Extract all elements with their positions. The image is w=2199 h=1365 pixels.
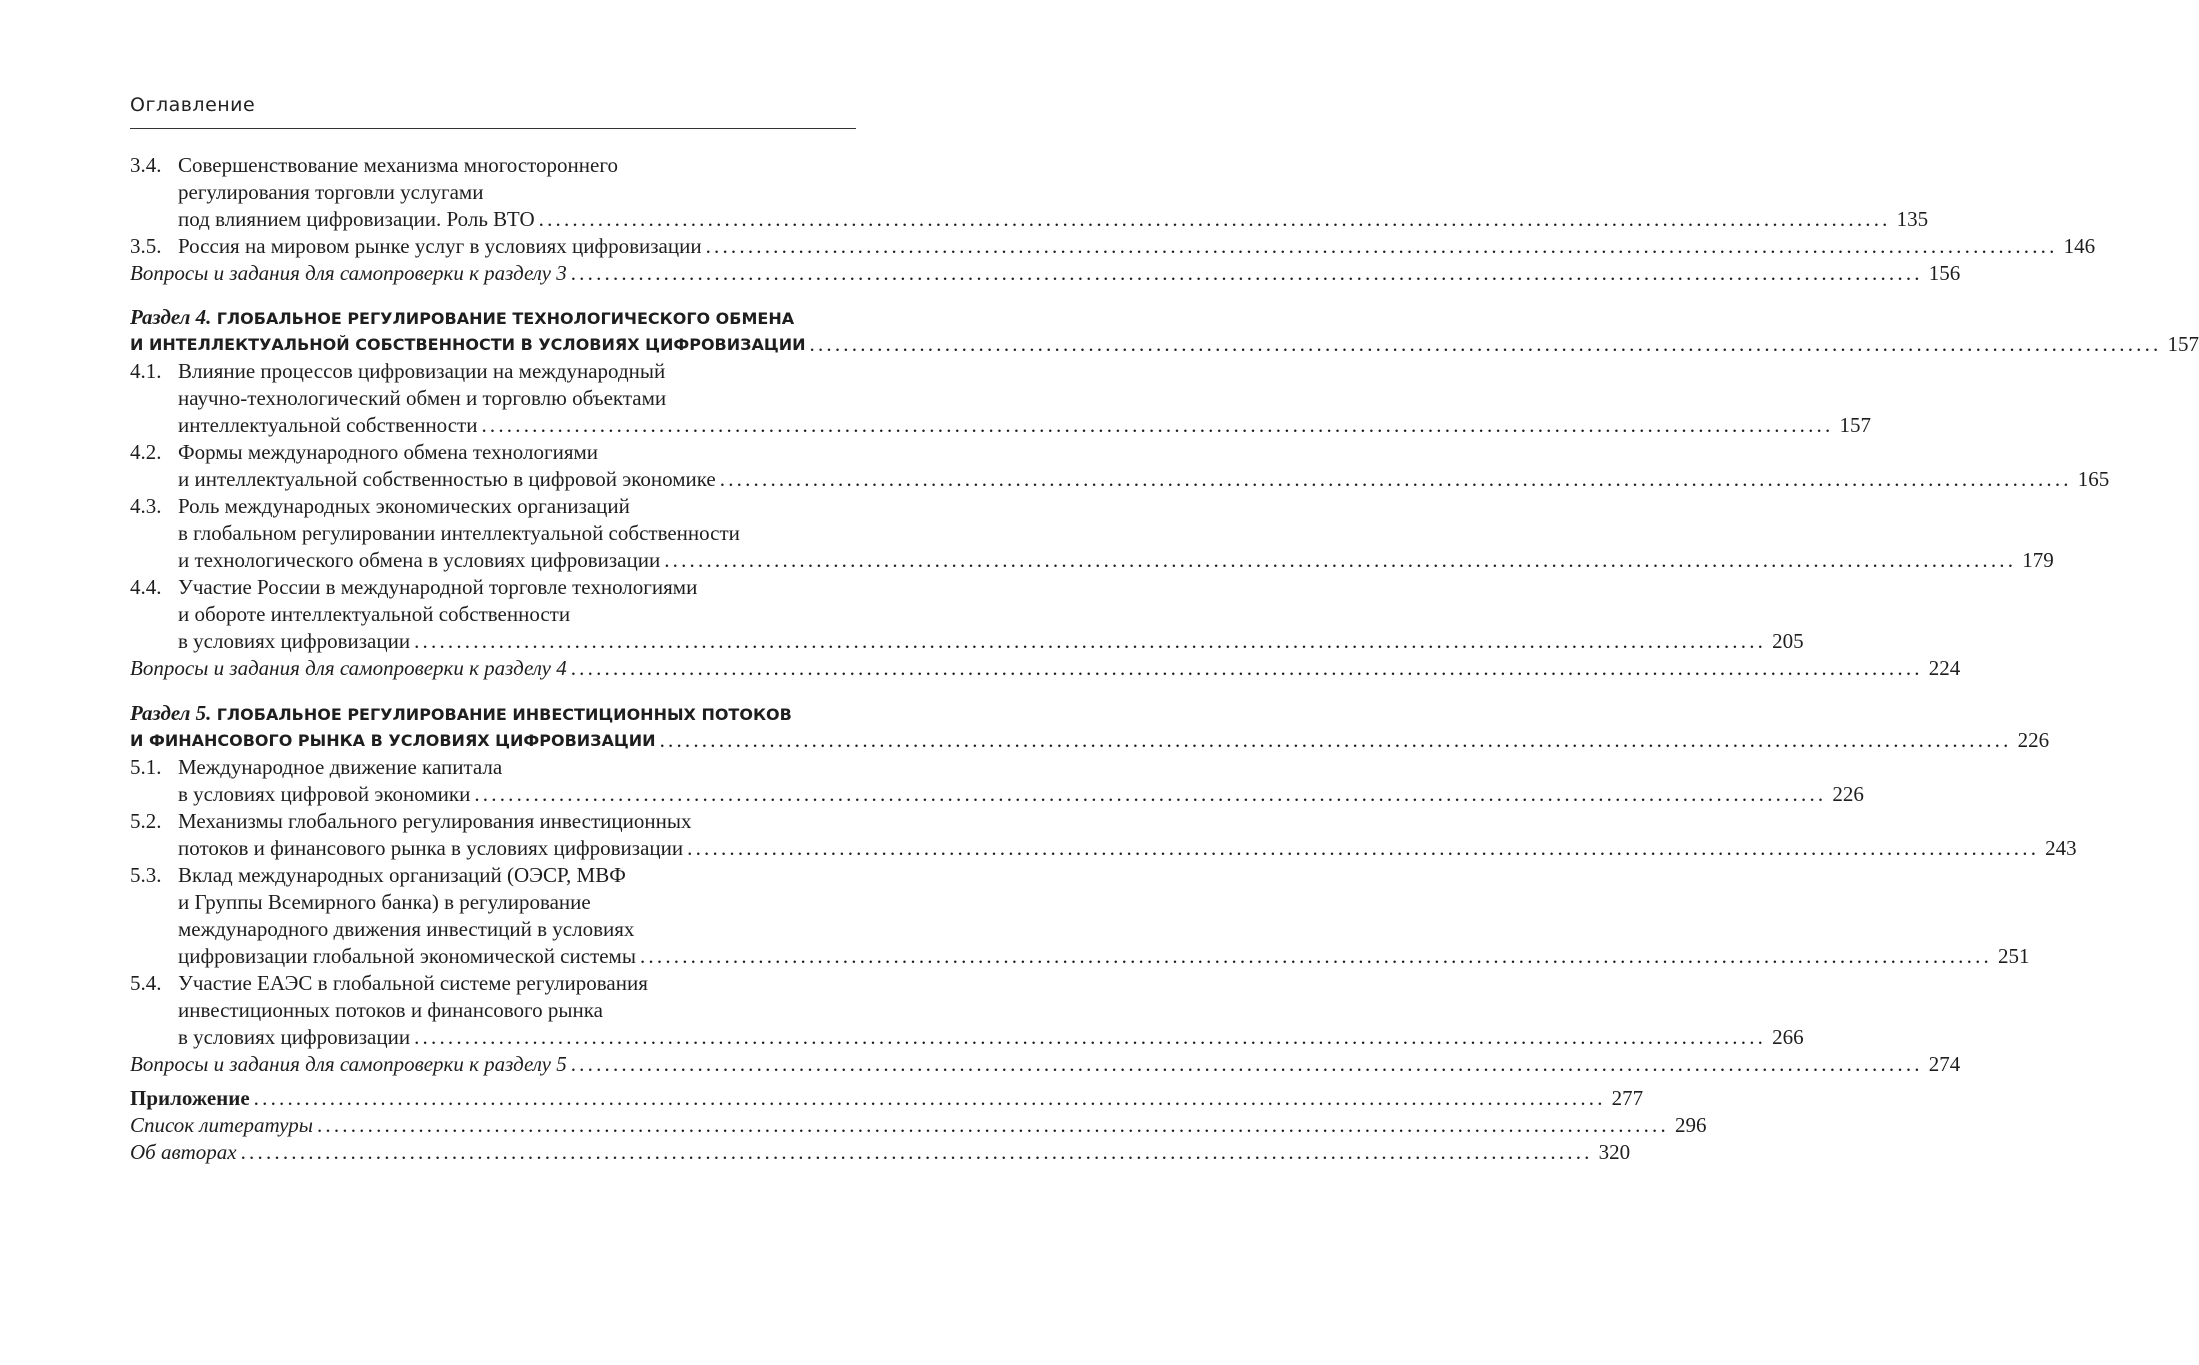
entry-number: 4.4. <box>130 575 162 599</box>
dot-leader: ................................................................................................................................................................ <box>719 467 2072 491</box>
entry-title-line: потоков и финансового рынка в условиях цифровизации <box>178 836 684 860</box>
dot-leader: ................................................................................................................................................................ <box>474 782 1827 806</box>
page-number: 224 <box>1928 656 1961 680</box>
dot-leader: ................................................................................................................................................................ <box>659 728 2012 752</box>
entry-title-line: регулирования торговли услугами <box>178 180 484 204</box>
toc-questions-5 <box>130 1051 1961 1078</box>
entry-number: 5.1. <box>130 755 162 779</box>
entry-number: 5.2. <box>130 809 162 833</box>
table-of-contents <box>130 152 2199 1166</box>
page-number: 157 <box>1839 413 1871 437</box>
toc-section-5 <box>130 700 858 727</box>
dot-leader: ................................................................................................................................................................ <box>570 656 1923 680</box>
page-number: 226 <box>2017 728 2050 752</box>
page-number: 251 <box>1997 944 2030 968</box>
toc-entry-4-1 <box>130 358 858 385</box>
dot-leader: ................................................................................................................................................................ <box>481 413 1834 437</box>
entry-title-line: международного движения инвестиций в условиях <box>178 917 635 941</box>
toc-questions-4 <box>130 655 1961 682</box>
entry-title-line: Международное движение капитала <box>178 755 503 779</box>
page-number: 135 <box>1896 207 1929 231</box>
page-number: 205 <box>1772 629 1804 653</box>
toc-entry-5-2 <box>130 808 858 835</box>
entry-title-line: в условиях цифровизации <box>178 629 411 653</box>
entry-title-line: интеллектуальной собственности <box>178 413 478 437</box>
toc-entry-5-4 <box>130 970 858 997</box>
entry-number: 3.5. <box>130 234 162 258</box>
entry-title-line: и Группы Всемирного банка) в регулирование <box>178 890 591 914</box>
dot-leader: ................................................................................................................................................................ <box>538 207 1891 231</box>
entry-title-line: и технологического обмена в условиях цифровизации <box>178 548 661 572</box>
entry-title-line: цифровизации глобальной экономической системы <box>178 944 636 968</box>
entry-title-line: Участие России в международной торговле технологиями <box>178 575 698 599</box>
dot-leader: ................................................................................................................................................................ <box>240 1140 1593 1164</box>
page-number: 320 <box>1598 1140 1631 1164</box>
dot-leader: ................................................................................................................................................................ <box>639 944 1992 968</box>
page-number: 179 <box>2022 548 2054 572</box>
entry-number: 4.2. <box>130 440 162 464</box>
dot-leader: ................................................................................................................................................................ <box>809 332 2162 356</box>
page-number: 226 <box>1832 782 1864 806</box>
questions-title: Вопросы и задания для самопроверки к разделу 3 <box>130 261 567 285</box>
entry-title-line: в условиях цифровой экономики <box>178 782 471 806</box>
page-number: 277 <box>1611 1086 1644 1110</box>
page-number: 165 <box>2077 467 2110 491</box>
running-header: Оглавление <box>130 94 256 116</box>
dot-leader: ................................................................................................................................................................ <box>253 1086 1606 1110</box>
toc-entry-5-3 <box>130 862 858 889</box>
page-number: 146 <box>2063 234 2096 258</box>
section-label: Раздел 4. <box>130 305 212 329</box>
entry-title-line: Участие ЕАЭС в глобальной системе регулирования <box>178 971 648 995</box>
authors-title: Об авторах <box>130 1140 237 1164</box>
page-number: 156 <box>1928 261 1961 285</box>
dot-leader: ................................................................................................................................................................ <box>664 548 2017 572</box>
section-title-line: ГЛОБАЛЬНОЕ РЕГУЛИРОВАНИЕ ТЕХНОЛОГИЧЕСКОГО ОБМЕНА <box>216 309 795 328</box>
entry-number: 5.3. <box>130 863 162 887</box>
dot-leader: ................................................................................................................................................................ <box>570 1052 1923 1076</box>
toc-appendix <box>130 1085 1644 1112</box>
section-title-line: ГЛОБАЛЬНОЕ РЕГУЛИРОВАНИЕ ИНВЕСТИЦИОННЫХ ПОТОКОВ <box>216 705 792 724</box>
page-number: 266 <box>1772 1025 1804 1049</box>
entry-title-line: и интеллектуальной собственностью в цифровой экономике <box>178 467 716 491</box>
entry-title-line: и обороте интеллектуальной собственности <box>178 602 571 626</box>
section-title-line: И ИНТЕЛЛЕКТУАЛЬНОЙ СОБСТВЕННОСТИ В УСЛОВИЯХ ЦИФРОВИЗАЦИИ <box>130 335 806 354</box>
section-label: Раздел 5. <box>130 701 212 725</box>
page-number: 157 <box>2167 332 2199 356</box>
page-number: 243 <box>2045 836 2077 860</box>
entry-title-line: Роль международных экономических организаций <box>178 494 630 518</box>
entry-title-line: в глобальном регулировании интеллектуальной собственности <box>178 521 740 545</box>
entry-title-line: Совершенствование механизма многостороннего <box>178 153 618 177</box>
entry-title-line: в условиях цифровизации <box>178 1025 411 1049</box>
dot-leader: ................................................................................................................................................................ <box>705 234 2058 258</box>
entry-title-line: инвестиционных потоков и финансового рынка <box>178 998 603 1022</box>
references-title: Список литературы <box>130 1113 313 1137</box>
entry-title-line: Вклад международных организаций (ОЭСР, МВФ <box>178 863 626 887</box>
dot-leader: ................................................................................................................................................................ <box>414 1025 1767 1049</box>
toc-authors <box>130 1139 1631 1166</box>
toc-section-4 <box>130 304 858 331</box>
entry-title-line: Влияние процессов цифровизации на международный <box>178 359 666 383</box>
toc-entry-5-1 <box>130 754 858 781</box>
entry-number: 4.1. <box>130 359 162 383</box>
appendix-title: Приложение <box>130 1086 250 1110</box>
entry-title-line: Формы международного обмена технологиями <box>178 440 599 464</box>
toc-entry-3-4 <box>130 152 858 179</box>
entry-title-line: Механизмы глобального регулирования инвестиционных <box>178 809 692 833</box>
dot-leader: ................................................................................................................................................................ <box>316 1113 1669 1137</box>
page-number: 274 <box>1928 1052 1961 1076</box>
entry-title-line: Россия на мировом рынке услуг в условиях цифровизации <box>178 234 702 258</box>
entry-number: 4.3. <box>130 494 162 518</box>
section-title-line: И ФИНАНСОВОГО РЫНКА В УСЛОВИЯХ ЦИФРОВИЗАЦИИ <box>130 731 656 750</box>
dot-leader: ................................................................................................................................................................ <box>414 629 1767 653</box>
toc-entry-4-3 <box>130 493 858 520</box>
questions-title: Вопросы и задания для самопроверки к разделу 4 <box>130 656 567 680</box>
entry-title-line: научно-технологический обмен и торговлю объектами <box>178 386 667 410</box>
header-rule <box>130 128 856 129</box>
toc-references <box>130 1112 1707 1139</box>
toc-questions-3 <box>130 260 1961 287</box>
entry-number: 5.4. <box>130 971 162 995</box>
toc-entry-3-5 <box>130 233 2096 260</box>
dot-leader: ................................................................................................................................................................ <box>570 261 1923 285</box>
toc-entry-4-2 <box>130 439 858 466</box>
toc-entry-4-4 <box>130 574 858 601</box>
entry-title-line: под влиянием цифровизации. Роль ВТО <box>178 207 535 231</box>
entry-number: 3.4. <box>130 153 162 177</box>
dot-leader: ................................................................................................................................................................ <box>687 836 2040 860</box>
questions-title: Вопросы и задания для самопроверки к разделу 5 <box>130 1052 567 1076</box>
page-number: 296 <box>1674 1113 1707 1137</box>
